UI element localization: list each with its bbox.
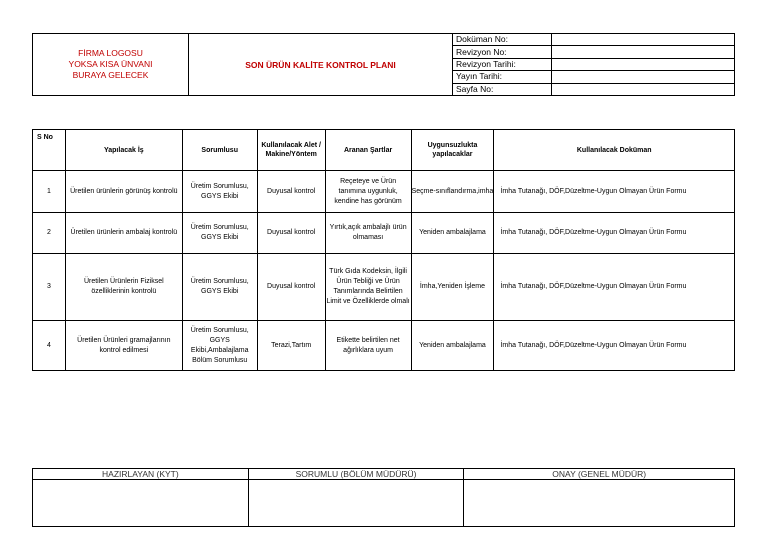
cell-nonconformity: İmha,Yeniden İşleme: [411, 254, 494, 321]
cell-nonconformity: Seçme-sınıflandırma,imha: [411, 171, 494, 213]
cell-responsible: Üretim Sorumlusu, GGYS Ekibi: [182, 171, 257, 213]
meta-label-page-no: Sayfa No:: [453, 83, 552, 95]
cell-task: Üretilen Ürünlerin Fiziksel özelliklerinin kontrolü: [65, 254, 182, 321]
table-row: [33, 171, 735, 213]
cell-document: İmha Tutanağı, DÖF,Düzeltme-Uygun Olmayan Ürün Formu: [494, 254, 735, 321]
meta-value-document-no: [552, 34, 735, 46]
cell-sno: 3: [33, 254, 66, 321]
document-title: SON ÜRÜN KALİTE KONTROL PLANI: [189, 34, 453, 96]
column-header-nonconformity: Uygunsuzlukta yapılacaklar: [411, 130, 494, 171]
cell-sno: 2: [33, 213, 66, 254]
cell-tool: Duyusal kontrol: [257, 171, 325, 213]
cell-nonconformity: Yeniden ambalajlama: [411, 213, 494, 254]
company-logo-placeholder: [33, 34, 189, 96]
signature-box-prepared[interactable]: [33, 480, 249, 527]
cell-task: Üretilen ürünlerin ambalaj kontrolü: [65, 213, 182, 254]
logo-line-1: FİRMA LOGOSU: [78, 48, 143, 58]
cell-tool: Duyusal kontrol: [257, 254, 325, 321]
cell-requirements: Reçeteye ve Ürün tanımına uygunluk, kendine has görünüm: [325, 171, 411, 213]
column-header-tool: Kullanılacak Alet / Makine/Yöntem: [257, 130, 325, 171]
table-row: [33, 213, 735, 254]
meta-value-revision-no: [552, 46, 735, 58]
cell-responsible: Üretim Sorumlusu, GGYS Ekibi: [182, 213, 257, 254]
cell-task: Üretilen Ürünleri gramajlarının kontrol edilmesi: [65, 321, 182, 371]
logo-line-2: YOKSA KISA ÜNVANI: [68, 59, 153, 69]
column-header-document: Kullanılacak Doküman: [494, 130, 735, 171]
meta-label-document-no: Doküman No:: [453, 34, 552, 46]
document-header: [32, 33, 735, 96]
cell-document: İmha Tutanağı, DÖF,Düzeltme-Uygun Olmayan Ürün Formu: [494, 213, 735, 254]
column-header-sno: S No: [33, 130, 66, 171]
cell-tool: Duyusal kontrol: [257, 213, 325, 254]
cell-requirements: Yırtık,açık ambalajlı ürün olmaması: [325, 213, 411, 254]
cell-nonconformity: Yeniden ambalajlama: [411, 321, 494, 371]
meta-value-publish-date: [552, 71, 735, 83]
table-header-row: [33, 130, 735, 171]
column-header-task: Yapılacak İş: [65, 130, 182, 171]
cell-requirements: Türk Gıda Kodeksin, İlgili Ürün Tebliği ve Ürün Tanımlarında Belirtilen Limit ve Özelliklerde olmalı: [325, 254, 411, 321]
signature-table: [32, 468, 735, 527]
signature-box-approval[interactable]: [464, 480, 735, 527]
signature-box-responsible[interactable]: [248, 480, 464, 527]
cell-responsible: Üretim Sorumlusu, GGYS Ekibi,Ambalajlama Bölüm Sorumlusu: [182, 321, 257, 371]
signature-header-responsible: SORUMLU (BÖLÜM MÜDÜRÜ): [248, 469, 464, 480]
meta-label-revision-no: Revizyon No:: [453, 46, 552, 58]
table-row: [33, 254, 735, 321]
meta-value-page-no: [552, 83, 735, 95]
control-plan-table: [32, 129, 735, 371]
signature-header-prepared: HAZIRLAYAN (KYT): [33, 469, 249, 480]
cell-requirements: Etikette belirtilen net ağırlıklara uyum: [325, 321, 411, 371]
cell-document: İmha Tutanağı, DÖF,Düzeltme-Uygun Olmayan Ürün Formu: [494, 321, 735, 371]
cell-task: Üretilen ürünlerin görünüş kontrolü: [65, 171, 182, 213]
column-header-requirements: Aranan Şartlar: [325, 130, 411, 171]
cell-tool: Terazi,Tartım: [257, 321, 325, 371]
cell-document: İmha Tutanağı, DÖF,Düzeltme-Uygun Olmayan Ürün Formu: [494, 171, 735, 213]
signature-header-approval: ONAY (GENEL MÜDÜR): [464, 469, 735, 480]
meta-label-revision-date: Revizyon Tarihi:: [453, 58, 552, 70]
column-header-responsible: Sorumlusu: [182, 130, 257, 171]
logo-line-3: BURAYA GELECEK: [72, 70, 149, 80]
cell-sno: 4: [33, 321, 66, 371]
cell-sno: 1: [33, 171, 66, 213]
meta-value-revision-date: [552, 58, 735, 70]
cell-responsible: Üretim Sorumlusu, GGYS Ekibi: [182, 254, 257, 321]
meta-label-publish-date: Yayın Tarihi:: [453, 71, 552, 83]
table-row: [33, 321, 735, 371]
